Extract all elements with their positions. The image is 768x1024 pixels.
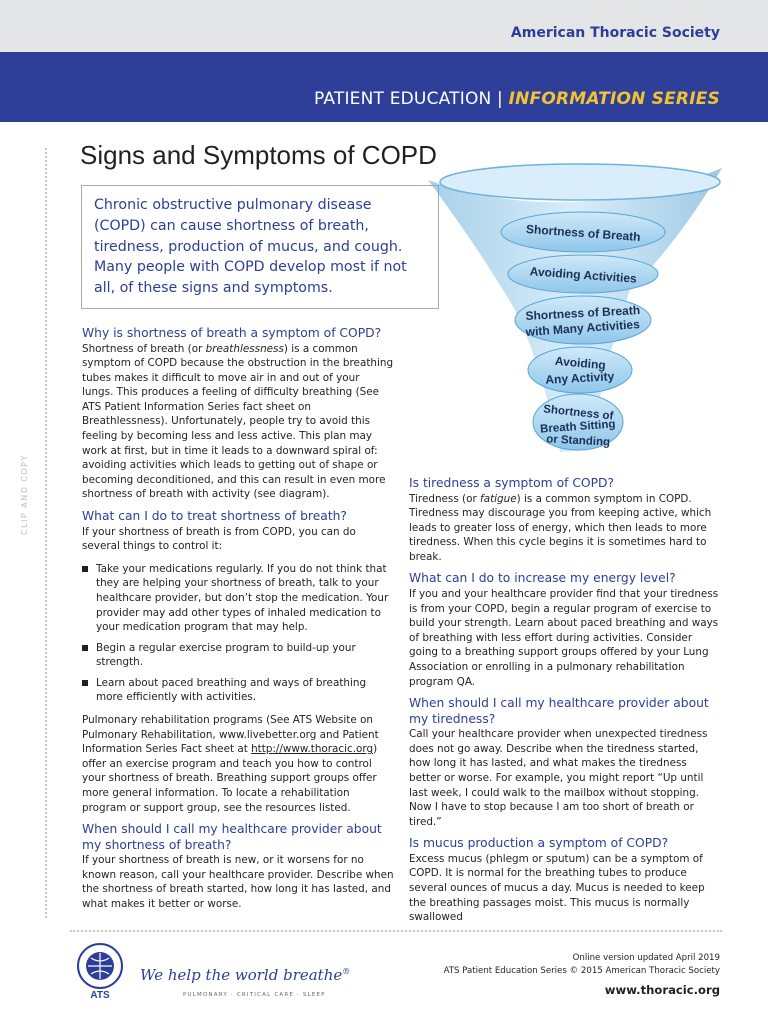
tagline-text: We help the world breathe <box>140 966 343 984</box>
heading-tiredness: Is tiredness a symptom of COPD? <box>409 476 615 490</box>
funnel-level-3b: with Many Activities <box>525 317 641 339</box>
heading-why-sob: Why is shortness of breath a symptom of COPD? <box>82 326 382 340</box>
left-column <box>82 326 394 912</box>
thoracic-link[interactable]: http://www.thoracic.org <box>251 743 374 756</box>
copyright-note: ATS Patient Education Series © 2015 American Thoracic Society <box>443 966 720 976</box>
heading-mucus: Is mucus production a symptom of COPD? <box>409 836 669 851</box>
para-treat-sob: If your shortness of breath is from COPD, you can do several things to control it: <box>82 525 356 553</box>
funnel-level-3a: Shortness of Breath <box>525 303 641 323</box>
funnel-rim <box>440 164 720 200</box>
symptom-funnel-diagram <box>420 160 730 460</box>
bullet-text: Begin a regular exercise program to build-up your strength. <box>96 641 356 669</box>
funnel-level-4b: Any Activity <box>545 369 615 387</box>
bullet-square-icon <box>82 680 88 686</box>
para-call-provider-sob: If your shortness of breath is new, or it worsens for no known reason, call your healthcare provider. Describe when the shortness of breath started, how long it has lasted, and what makes it better or worse. <box>82 854 394 910</box>
para-why-sob <box>82 342 394 503</box>
ats-logo-icon <box>70 940 130 1000</box>
footer-divider <box>70 930 722 932</box>
bullet-text: Take your medications regularly. If you do not think that they are helping your shortness of breath, talk to your healthcare provider, but don’t stop the medication. Your provider may add other types of inhaled medication to your medication program that may help. <box>96 562 389 634</box>
para-rehab-text-a: Pulmonary rehabilitation programs (See ATS Website on Pulmonary Rehabilitation, www.livebetter.org and Patient Information Series Fact sheet at <box>82 714 379 756</box>
trademark-mark: ® <box>342 967 351 976</box>
top-header-bar <box>0 0 768 52</box>
heading-energy: What can I do to increase my energy level? <box>409 571 676 586</box>
bullet-square-icon <box>82 645 88 651</box>
para-tiredness-text-a: Tiredness (or <box>409 492 481 505</box>
heading-call-provider-tired: When should I call my healthcare provider about my tiredness? <box>409 696 709 726</box>
funnel-level-2: Avoiding Activities <box>529 264 638 286</box>
bullet-item <box>82 562 394 635</box>
para-energy: If you and your healthcare provider find that your tiredness is from your COPD, begin a regular program of exercise to build your strength. Learn about paced breathing and ways of breathing with less effort during activities. Consider going to a breathing support groups offered by your Lung Association or enrolling in a pulmonary rehabilitation program QA. <box>409 587 719 688</box>
intro-box: Chronic obstructive pulmonary disease (COPD) can cause shortness of breath, tiredness, production of mucus, and cough. Many people with COPD develop most if not all, of these signs and symptoms. <box>81 185 439 309</box>
heading-treat-sob: What can I do to treat shortness of breath? <box>82 509 347 524</box>
clip-and-copy-label: CLIP AND COPY <box>20 454 29 535</box>
bullet-text: Learn about paced breathing and ways of breathing more efficiently with activities. <box>96 676 367 704</box>
para-pulmonary-rehab <box>82 713 394 815</box>
para-why-sob-text-b: ) is a common symptom of COPD because the obstruction in the breathing tubes makes it difficult to move air in and out of your lungs. This produces a feeling of difficulty breathing (See ATS Patient Information Series fact sheet on Breathlessness). Unfortunately, people try to avoid this feeling by becoming less and less active. This plan may work at first, but in time it leads to a downward spiral of: avoiding activities which leads to getting out of shape or becoming deconditioned, and this can result in even more shortness of breath with activity (see diagram). <box>82 342 394 501</box>
series-banner <box>0 52 768 122</box>
funnel-level-5a: Shortness of <box>542 403 614 423</box>
bullet-square-icon <box>82 566 88 572</box>
funnel-level-5b: Breath Sitting <box>539 418 616 436</box>
series-main: PATIENT EDUCATION | <box>313 89 509 109</box>
para-why-sob-em: breathlessness <box>205 342 284 355</box>
para-call-provider-tired: Call your healthcare provider when unexpected tiredness does not go away. Describe when the tiredness started, how long it has lasted, and what makes the tiredness better or worse. For example, you might report “Up until last week, I could walk to the mailbox without stopping. Now I have to stop because I am too short of breath or tired.” <box>409 728 708 828</box>
bullet-item <box>82 641 394 670</box>
clip-guide-line <box>45 148 47 918</box>
bullet-item <box>82 676 394 705</box>
updated-note: Online version updated April 2019 <box>572 953 720 963</box>
right-column <box>409 476 721 925</box>
page-title: Signs and Symptoms of COPD <box>80 140 437 170</box>
ats-logo-text: ATS <box>90 990 110 1000</box>
series-title <box>314 89 720 109</box>
funnel-level-1: Shortness of Breath <box>525 222 641 244</box>
series-italic: INFORMATION SERIES <box>508 89 720 109</box>
funnel-level-5c: or Standing <box>545 433 611 449</box>
para-tiredness <box>409 492 721 565</box>
para-tiredness-em: fatigue <box>480 492 517 505</box>
sub-tagline: PULMONARY · CRITICAL CARE · SLEEP <box>183 992 326 998</box>
website-link[interactable]: www.thoracic.org <box>604 983 720 997</box>
para-mucus: Excess mucus (phlegm or sputum) can be a symptom of COPD. It is normal for the breathing tubes to produce several ounces of mucus a day. Mucus is needed to keep the breathing passages moist. This mucus is normally swallowed <box>409 852 705 924</box>
tagline <box>140 966 350 984</box>
para-why-sob-text-a: Shortness of breath (or <box>82 342 206 355</box>
para-tiredness-text-b: ) is a common symptom in COPD. Tiredness may discourage you from keeping active, which leads to greater loss of energy, which then leads to more tiredness. When this cycle begins it is sometimes hard to break. <box>409 492 712 563</box>
org-name: American Thoracic Society <box>510 25 720 41</box>
para-rehab-text-b: ) offer an exercise program and teach you how to control your shortness of breath. Breathing support groups offer more general information. To locate a rehabilitation program or support group, see the resources listed. <box>82 743 378 814</box>
heading-call-provider-sob: When should I call my healthcare provider about my shortness of breath? <box>82 822 382 852</box>
funnel-level-4a: Avoiding <box>554 353 607 373</box>
